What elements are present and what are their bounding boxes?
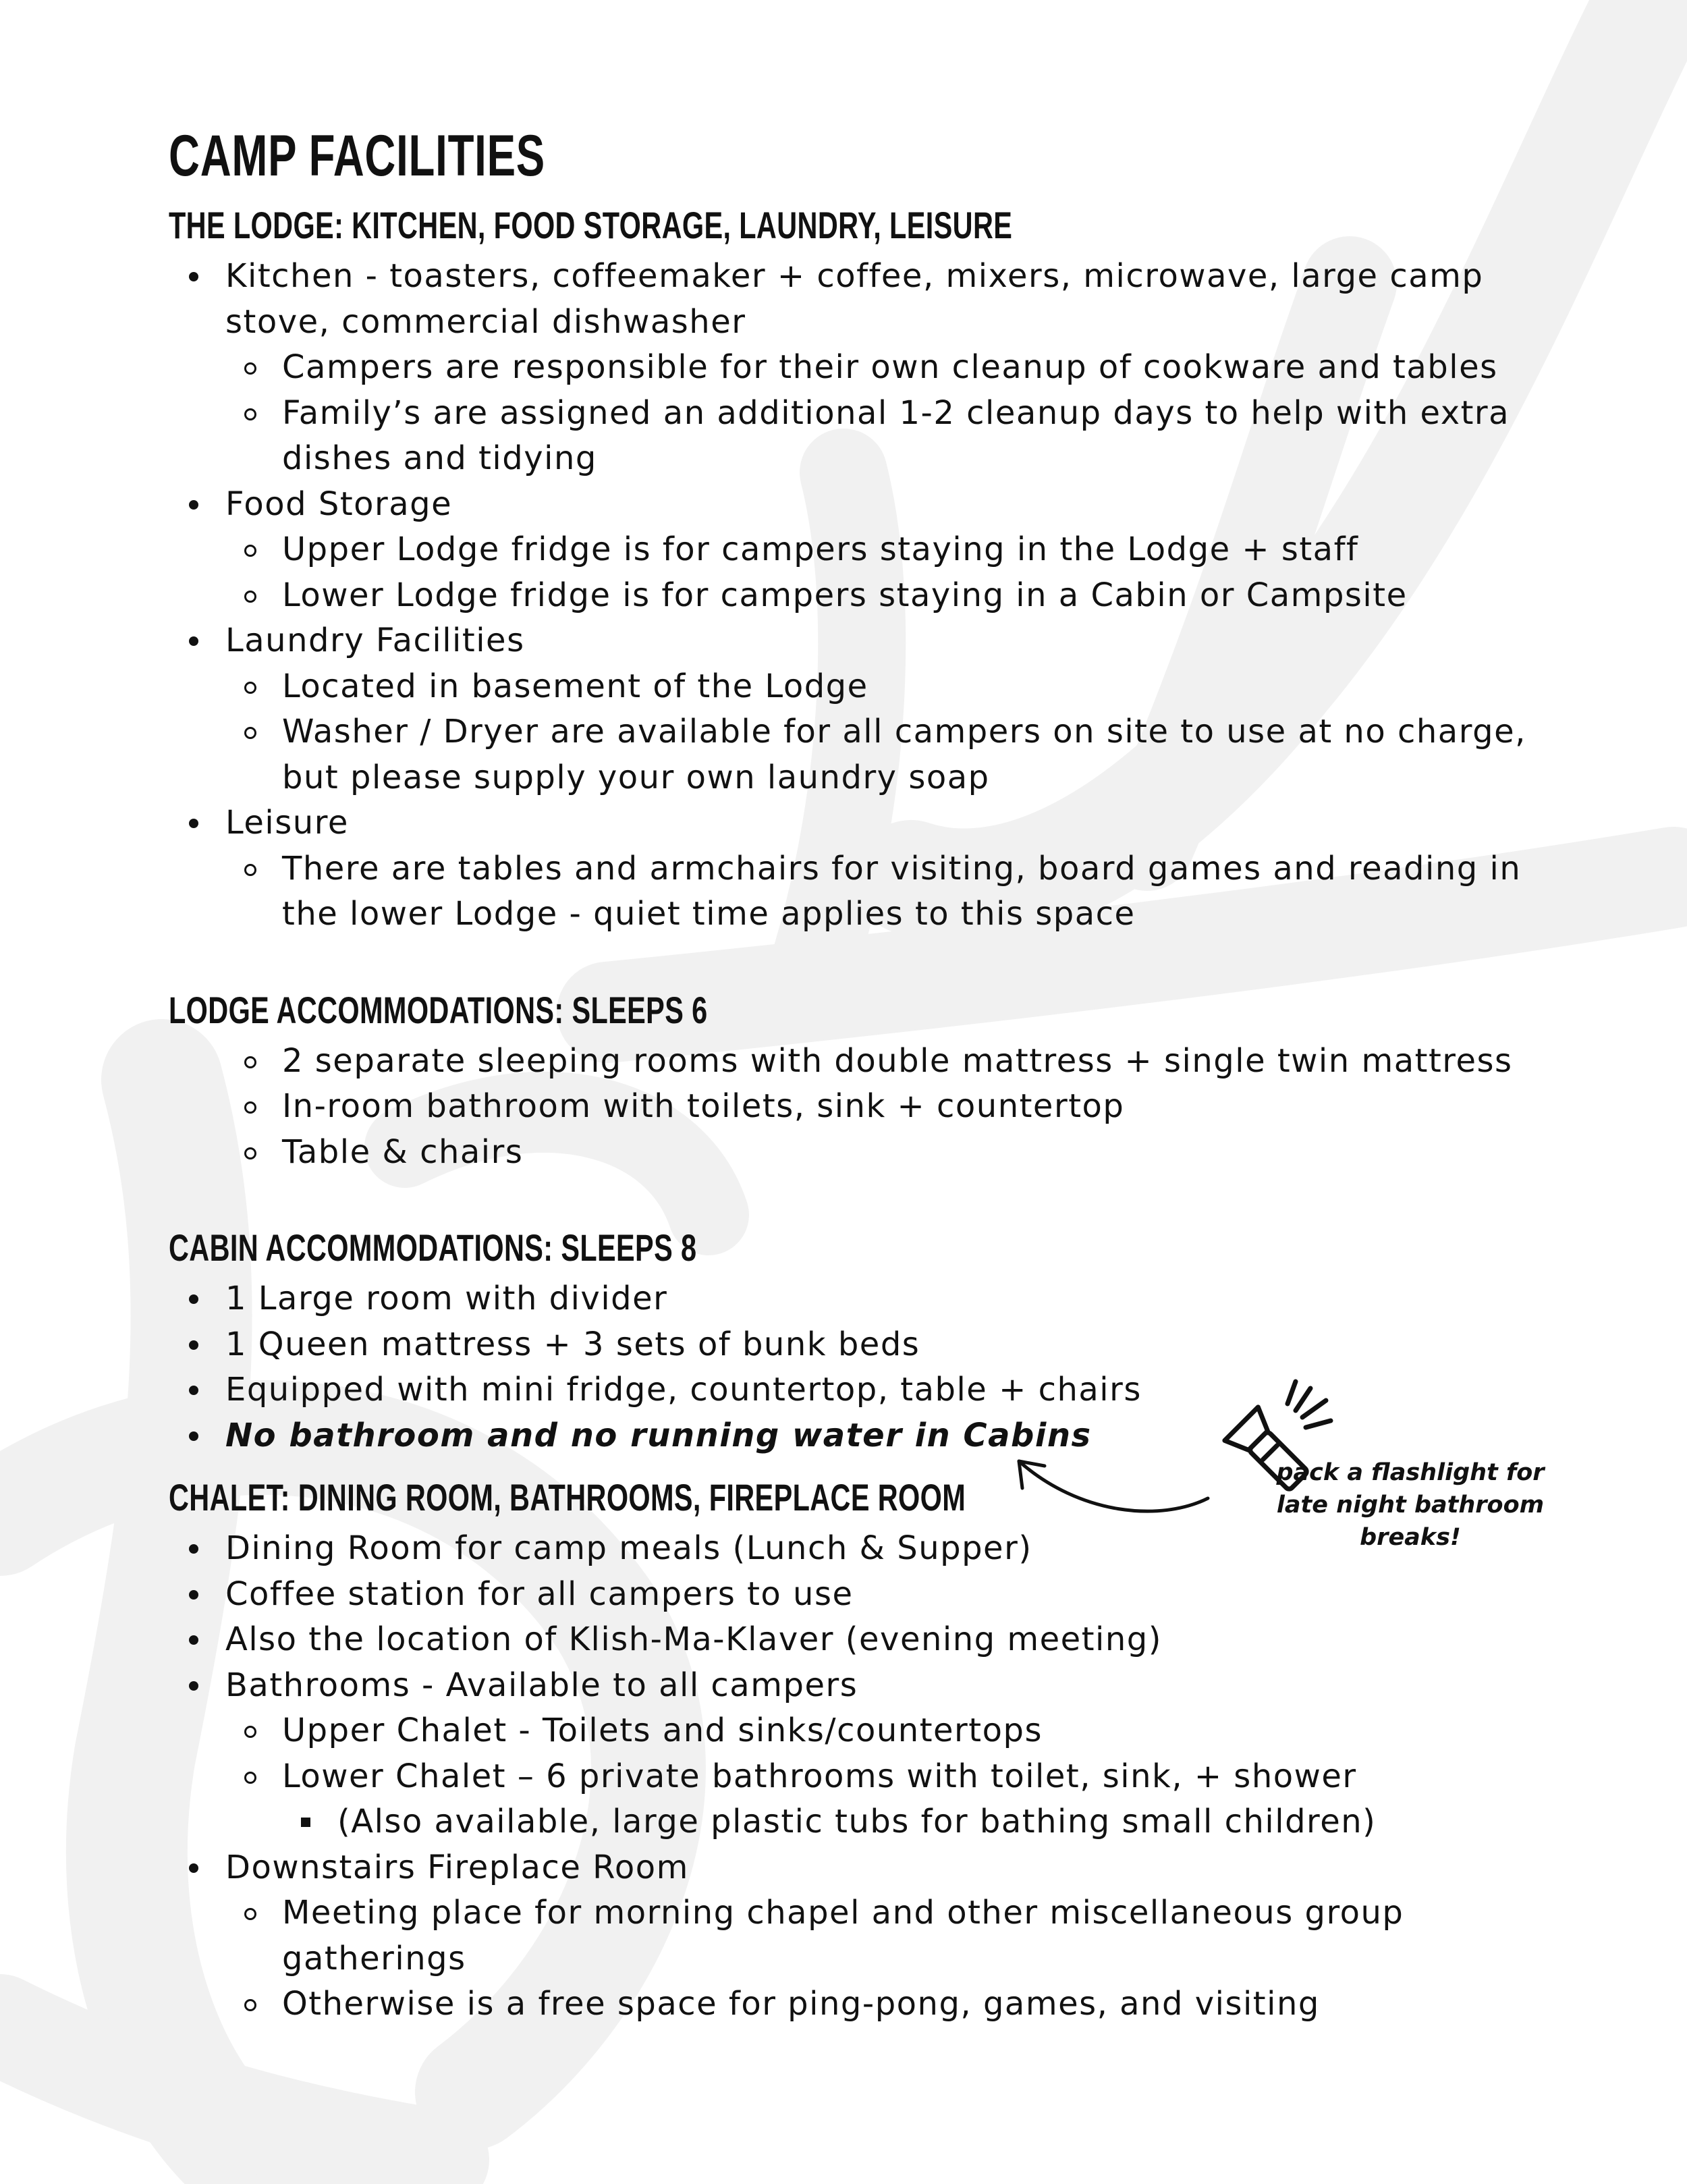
cabin-accommodations-list [169,1276,1559,1458]
list-item-emphasis: No bathroom and no running water in Cabins [169,1413,1559,1459]
list-item: Otherwise is a free space for ping-pong, games, and visiting [169,1982,1559,2027]
page-title: CAMP FACILITIES [169,124,545,188]
list-item: Food Storage [169,482,1559,528]
flashlight-note: pack a flashlight for late night bathroom breaks! [1276,1459,1545,1551]
curved-arrow-icon [1005,1438,1221,1519]
list-item: Kitchen - toasters, coffeemaker + coffee, mixers, microwave, large camp stove, commercial dishwasher [169,254,1559,345]
list-item: Lower Lodge fridge is for campers staying in a Cabin or Campsite [169,573,1559,619]
document-page [169,115,1559,2027]
list-item: In-room bathroom with toilets, sink + countertop [169,1084,1559,1130]
chalet-list [169,1526,1559,2027]
list-item: Bathrooms - Available to all campers [169,1663,1559,1709]
list-item: 1 Queen mattress + 3 sets of bunk beds [169,1322,1559,1368]
lodge-list [169,254,1559,937]
list-item: Upper Chalet - Toilets and sinks/countertops [169,1708,1559,1754]
chalet-heading: CHALET: DINING ROOM, BATHROOMS, FIREPLACE ROOM [169,1476,966,1519]
list-item: Laundry Facilities [169,618,1559,664]
list-item: Washer / Dryer are available for all campers on site to use at no charge, but please supply your own laundry soap [169,709,1559,800]
list-item: Upper Lodge fridge is for campers staying in the Lodge + staff [169,527,1559,573]
list-item: Leisure [169,800,1559,846]
list-item: Located in basement of the Lodge [169,664,1559,710]
list-item: (Also available, large plastic tubs for bathing small children) [169,1799,1559,1845]
lodge-heading: THE LODGE: KITCHEN, FOOD STORAGE, LAUNDRY, LEISURE [169,204,1013,246]
list-item: Meeting place for morning chapel and other miscellaneous group gatherings [169,1890,1559,1982]
list-item: There are tables and armchairs for visiting, board games and reading in the lower Lodge - quiet time applies to this space [169,846,1559,937]
list-item: Downstairs Fireplace Room [169,1845,1559,1891]
list-item: Family’s are assigned an additional 1-2 cleanup days to help with extra dishes and tidying [169,391,1559,482]
list-item: Lower Chalet – 6 private bathrooms with toilet, sink, + shower [169,1754,1559,1800]
lodge-accommodations-list [169,1039,1559,1176]
list-item: Equipped with mini fridge, countertop, table + chairs [169,1367,1559,1413]
list-item: Campers are responsible for their own cleanup of cookware and tables [169,345,1559,391]
list-item: 2 separate sleeping rooms with double mattress + single twin mattress [169,1039,1559,1085]
cabin-accommodations-heading: CABIN ACCOMMODATIONS: SLEEPS 8 [169,1226,697,1269]
list-item: 1 Large room with divider [169,1276,1559,1322]
list-item: Coffee station for all campers to use [169,1572,1559,1618]
list-item: Also the location of Klish-Ma-Klaver (evening meeting) [169,1617,1559,1663]
lodge-accommodations-heading: LODGE ACCOMMODATIONS: SLEEPS 6 [169,988,708,1031]
list-item: Table & chairs [169,1130,1559,1176]
list-item: Dining Room for camp meals (Lunch & Supper) [169,1526,1559,1572]
